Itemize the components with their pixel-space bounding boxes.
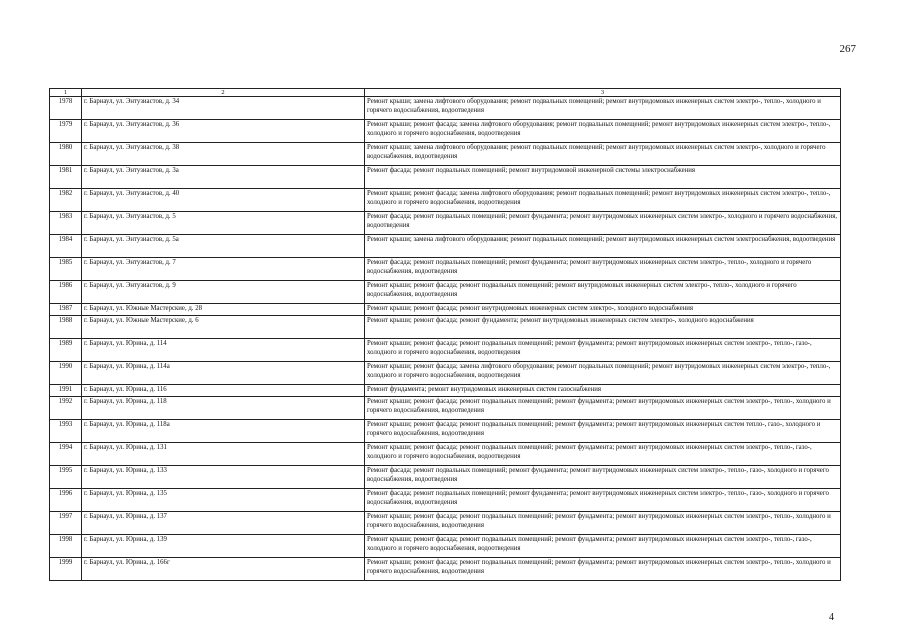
table-row [50, 420, 841, 443]
repair-registry-table [49, 88, 841, 581]
row-number-cell: 1983 [50, 212, 82, 235]
row-number-cell: 1998 [50, 535, 82, 558]
row-number-cell: 1997 [50, 512, 82, 535]
table-row [50, 339, 841, 362]
table-row [50, 385, 841, 397]
table-row [50, 558, 841, 581]
works-cell: Ремонт крыши; ремонт фасада; ремонт подвальных помещений; ремонт фундамента; ремонт внутридомовых инженерных систем электро-, тепло-, холодного и горячего водоснабжения, водоотведения [365, 512, 841, 535]
works-cell: Ремонт фасада; ремонт подвальных помещений; ремонт фундамента; ремонт внутридомовых инженерных систем электро-, холодного и горячего водоснабжения, водоотведения [365, 212, 841, 235]
row-number-cell: 1980 [50, 143, 82, 166]
address-cell: г. Барнаул, ул. Энтузиастов, д. 9 [82, 281, 365, 304]
table-row [50, 258, 841, 281]
address-cell: г. Барнаул, ул. Энтузиастов, д. 3а [82, 166, 365, 189]
works-cell: Ремонт крыши; замена лифтового оборудования; ремонт подвальных помещений; ремонт внутридомовых инженерных систем электро-, тепло-, холодного и горячего водоснабжения, водоотведения [365, 97, 841, 120]
address-cell: г. Барнаул, ул. Энтузиастов, д. 5 [82, 212, 365, 235]
address-cell: г. Барнаул, ул. Юрина, д. 116 [82, 385, 365, 397]
row-number-cell: 1986 [50, 281, 82, 304]
row-number-cell: 1995 [50, 466, 82, 489]
row-number-cell: 1999 [50, 558, 82, 581]
row-number-cell: 1988 [50, 316, 82, 339]
works-cell: Ремонт крыши; ремонт фасада; замена лифтового оборудования; ремонт подвальных помещений; ремонт внутридомовых инженерных систем электро-, тепло-, холодного и горячего водоснабжения, водоотведения [365, 362, 841, 385]
row-number-cell: 1982 [50, 189, 82, 212]
table-row [50, 397, 841, 420]
address-cell: г. Барнаул, ул. Энтузиастов, д. 5а [82, 235, 365, 258]
address-cell: г. Барнаул, ул. Южные Мастерские, д. 28 [82, 304, 365, 316]
address-cell: г. Барнаул, ул. Энтузиастов, д. 36 [82, 120, 365, 143]
table-row [50, 143, 841, 166]
works-cell: Ремонт крыши; ремонт фасада; замена лифтового оборудования; ремонт подвальных помещений; ремонт внутридомовых инженерных систем электро-, тепло-, холодного и горячего водоснабжения, водоотведения [365, 120, 841, 143]
table-row [50, 235, 841, 258]
works-cell: Ремонт крыши; замена лифтового оборудования; ремонт подвальных помещений; ремонт внутридомовых инженерных систем электро-, холодного и горячего водоснабжения, водоотведения [365, 143, 841, 166]
row-number-cell: 1985 [50, 258, 82, 281]
address-cell: г. Барнаул, ул. Юрина, д. 118 [82, 397, 365, 420]
row-number-cell: 1994 [50, 443, 82, 466]
works-cell: Ремонт крыши; замена лифтового оборудования; ремонт подвальных помещений; ремонт внутридомовых инженерных систем электроснабжения, водоотведения [365, 235, 841, 258]
works-cell: Ремонт крыши; ремонт фасада; ремонт фундамента; ремонт внутридомовых инженерных систем электро-, холодного водоснабжения [365, 316, 841, 339]
table-row [50, 120, 841, 143]
works-cell: Ремонт фасада; ремонт подвальных помещений; ремонт фундамента; ремонт внутридомовых инженерных систем электро-, тепло-, газо-, холодного и горячего водоснабжения, водоотведения [365, 489, 841, 512]
table-row [50, 316, 841, 339]
works-cell: Ремонт крыши; ремонт фасада; замена лифтового оборудования; ремонт подвальных помещений; ремонт внутридомовых инженерных систем электро-, тепло-, холодного и горячего водоснабжения, водоотведения [365, 189, 841, 212]
works-cell: Ремонт фундамента; ремонт внутридомовых инженерных систем газоснабжения [365, 385, 841, 397]
column-header-number: 1 [50, 89, 82, 97]
address-cell: г. Барнаул, ул. Энтузиастов, д. 34 [82, 97, 365, 120]
table-row [50, 535, 841, 558]
table-row [50, 212, 841, 235]
address-cell: г. Барнаул, ул. Южные Мастерские, д. 6 [82, 316, 365, 339]
table-row [50, 489, 841, 512]
row-number-cell: 1992 [50, 397, 82, 420]
table-body [50, 97, 841, 581]
works-cell: Ремонт крыши; ремонт фасада; ремонт подвальных помещений; ремонт фундамента; ремонт внутридомовых инженерных систем электро-, тепло-, холодного и горячего водоснабжения, водоотведения [365, 558, 841, 581]
address-cell: г. Барнаул, ул. Энтузиастов, д. 38 [82, 143, 365, 166]
address-cell: г. Барнаул, ул. Энтузиастов, д. 7 [82, 258, 365, 281]
column-header-address: 2 [82, 89, 365, 97]
works-cell: Ремонт крыши; ремонт фасада; ремонт подвальных помещений; ремонт внутридомовых инженерных систем электро-, тепло-, холодного и горячего водоснабжения, водоотведения [365, 281, 841, 304]
address-cell: г. Барнаул, ул. Юрина, д. 114 [82, 339, 365, 362]
row-number-cell: 1978 [50, 97, 82, 120]
works-cell: Ремонт фасада; ремонт подвальных помещений; ремонт фундамента; ремонт внутридомовых инженерных систем электро-, тепло-, холодного и горячего водоснабжения, водоотведения [365, 258, 841, 281]
table-row [50, 166, 841, 189]
row-number-cell: 1989 [50, 339, 82, 362]
works-cell: Ремонт крыши; ремонт фасада; ремонт подвальных помещений; ремонт фундамента; ремонт внутридомовых инженерных систем электро-, тепло-, газо-, холодного и горячего водоснабжения, водоотведения [365, 443, 841, 466]
address-cell: г. Барнаул, ул. Энтузиастов, д. 40 [82, 189, 365, 212]
table-row [50, 281, 841, 304]
row-number-cell: 1996 [50, 489, 82, 512]
page-number: 267 [839, 43, 856, 55]
works-cell: Ремонт фасада; ремонт подвальных помещений; ремонт внутридомовой инженерной системы электроснабжения [365, 166, 841, 189]
row-number-cell: 1987 [50, 304, 82, 316]
works-cell: Ремонт крыши; ремонт фасада; ремонт подвальных помещений; ремонт фундамента; ремонт внутридомовых инженерных систем электро-, тепло-, газо-, холодного и горячего водоснабжения, водоотведения [365, 339, 841, 362]
row-number-cell: 1991 [50, 385, 82, 397]
address-cell: г. Барнаул, ул. Юрина, д. 133 [82, 466, 365, 489]
row-number-cell: 1984 [50, 235, 82, 258]
address-cell: г. Барнаул, ул. Юрина, д. 114а [82, 362, 365, 385]
address-cell: г. Барнаул, ул. Юрина, д. 135 [82, 489, 365, 512]
row-number-cell: 1979 [50, 120, 82, 143]
table-row [50, 362, 841, 385]
table-row [50, 466, 841, 489]
works-cell: Ремонт крыши; ремонт фасада; ремонт подвальных помещений; ремонт фундамента; ремонт внутридомовых инженерных систем электро-, тепло-, газо-, холодного и горячего водоснабжения, водоотведения [365, 535, 841, 558]
table-row [50, 512, 841, 535]
address-cell: г. Барнаул, ул. Юрина, д. 166г [82, 558, 365, 581]
table-row [50, 189, 841, 212]
row-number-cell: 1981 [50, 166, 82, 189]
table-row [50, 443, 841, 466]
column-header-works: 3 [365, 89, 841, 97]
works-cell: Ремонт фасада; ремонт подвальных помещений; ремонт фундамента; ремонт внутридомовых инженерных систем электро-, тепло-, газо-, холодного и горячего водоснабжения, водоотведения [365, 466, 841, 489]
address-cell: г. Барнаул, ул. Юрина, д. 139 [82, 535, 365, 558]
table-row [50, 304, 841, 316]
address-cell: г. Барнаул, ул. Юрина, д. 131 [82, 443, 365, 466]
table-row [50, 97, 841, 120]
row-number-cell: 1993 [50, 420, 82, 443]
works-cell: Ремонт крыши; ремонт фасада; ремонт подвальных помещений; ремонт фундамента; ремонт внутридомовых инженерных систем электро-, тепло-, холодного и горячего водоснабжения, водоотведения [365, 397, 841, 420]
row-number-cell: 1990 [50, 362, 82, 385]
address-cell: г. Барнаул, ул. Юрина, д. 118а [82, 420, 365, 443]
works-cell: Ремонт крыши; ремонт фасада; ремонт подвальных помещений; ремонт фундамента; ремонт внутридомовых инженерных систем тепло-, газо-, холодного и горячего водоснабжения, водоотведения [365, 420, 841, 443]
address-cell: г. Барнаул, ул. Юрина, д. 137 [82, 512, 365, 535]
corner-mark: 4 [829, 612, 834, 623]
works-cell: Ремонт крыши; ремонт фасада; ремонт внутридомовых инженерных систем электро-, холодного водоснабжения [365, 304, 841, 316]
table-header-row [50, 89, 841, 97]
